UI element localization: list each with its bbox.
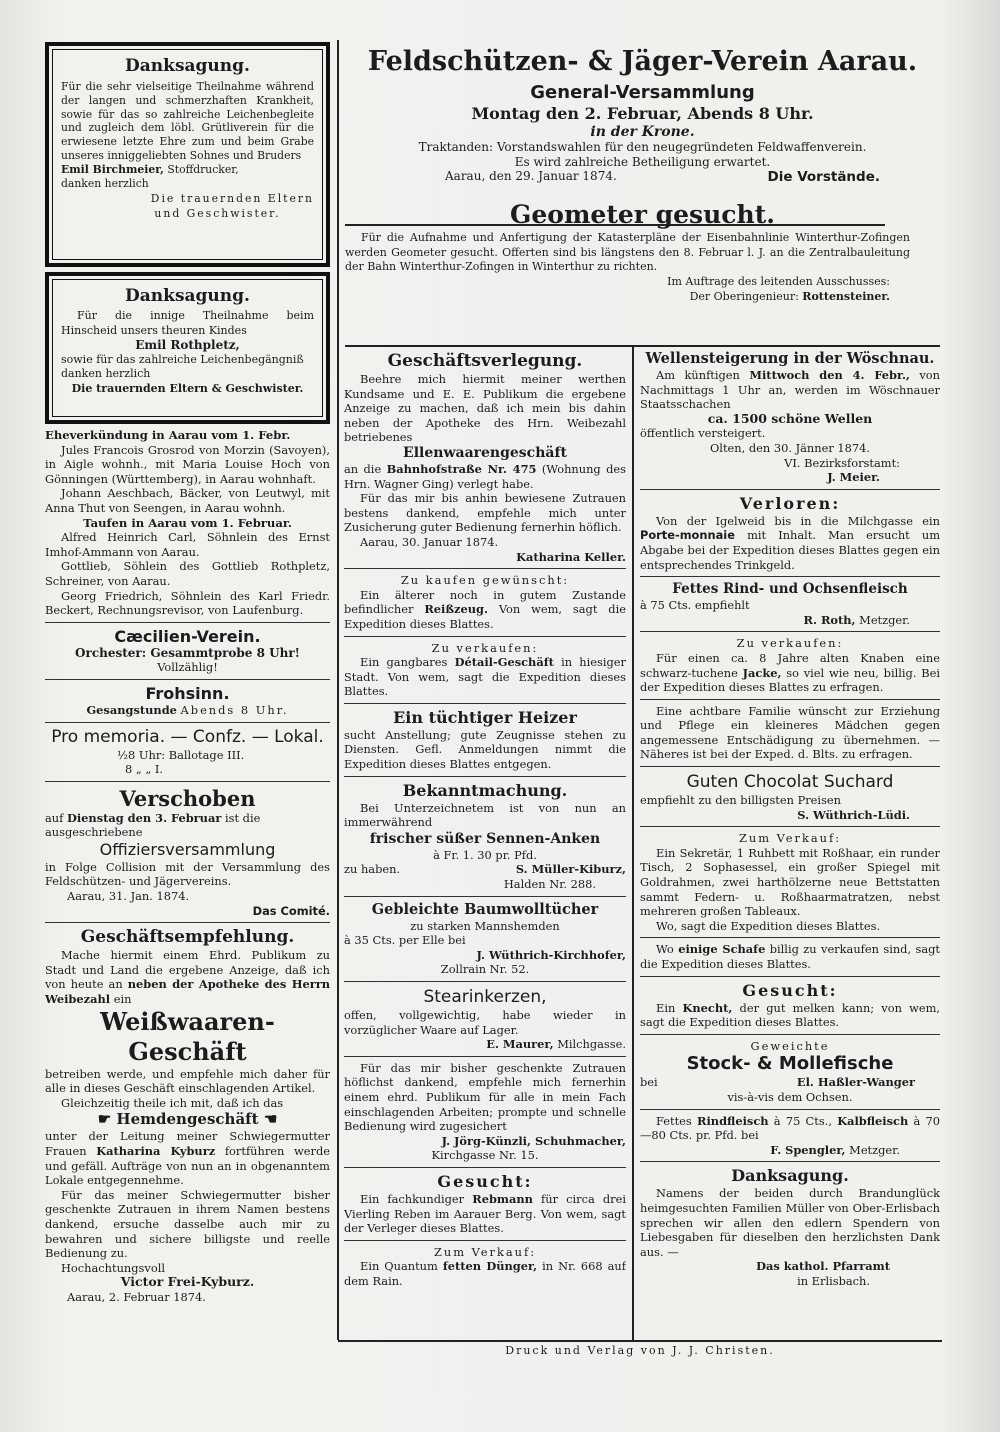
right-well-t1: Am künftigen <box>656 368 740 382</box>
divider <box>344 1240 626 1241</box>
right-rind-sign: F. Spengler, <box>770 1142 846 1157</box>
verein-title: Feldschützen- & Jäger-Verein Aarau. <box>367 46 918 77</box>
column-rule-left <box>337 40 339 1340</box>
empfehlung-t2: betreiben werde, und empfehle mich daher für alle in dieses Geschäft einschlagenden Artikel. <box>45 1066 330 1096</box>
right-stock-title: Stock- & Mollefische <box>686 1053 894 1075</box>
empfehlung-hemd: Hemdengeschäft <box>116 1110 259 1129</box>
right-well-b: Mittwoch den 4. Febr., <box>749 368 910 382</box>
empfehlung-section <box>45 927 330 1304</box>
right-well-sign-1: VI. Bezirksforstamt: <box>784 455 900 470</box>
verein-sub: General-Versammlung <box>530 82 755 103</box>
thanks1-sign1: Die trauernden Eltern <box>150 191 314 205</box>
right-rind-t3: à 70—80 Cts. pr. Pfd. bei <box>640 1113 940 1143</box>
right-rind-t1: Fettes <box>656 1113 692 1128</box>
divider <box>640 766 940 767</box>
mid-ges-t1: Ein fachkundiger <box>360 1191 465 1206</box>
right-stock-heading: Geweichte <box>750 1038 830 1053</box>
mid-verk-b: Détail-Geschäft <box>454 655 554 670</box>
mid-bek-a: zu haben. <box>344 862 401 877</box>
verein-when: Montag den 2. Februar, Abends 8 Uhr. <box>471 104 814 123</box>
mid-stear-title: Stearinkerzen, <box>423 987 547 1007</box>
imprint: Druck und Verlag von J. J. Christen. <box>505 1344 775 1357</box>
mid-bek-t: Bei Unterzeichnetem ist von nun an immerwährend <box>344 800 626 830</box>
pointing-hand-icon: ☛ <box>97 1110 112 1129</box>
mid-verl-t2b: Bahnhofstraße Nr. 475 <box>386 461 537 476</box>
verschoben-l1c: ist die ausgeschriebene <box>45 810 261 840</box>
verein-sign: Die Vorstände. <box>767 169 880 186</box>
right-schafe-t1: Wo <box>656 942 674 957</box>
left-column <box>45 42 330 1342</box>
right-choc-t: empfiehlt zu den billigsten Preisen <box>640 793 841 808</box>
caecilien-section <box>45 627 330 675</box>
column-rule-mid <box>632 345 634 1340</box>
frohsinn-title: Frohsinn. <box>145 683 230 703</box>
memoria-title: Pro memoria. — Confz. — Lokal. <box>51 726 324 747</box>
divider <box>640 826 940 827</box>
frohsinn-section <box>45 684 330 718</box>
divider <box>344 1056 626 1057</box>
empfehlung-t1b: neben der Apotheke des Herrn Weibezahl <box>45 977 330 1007</box>
marriage-entry-1: Jules Francois Grosrod von Morzin (Savoyen), in Aigle wohnh., mit Maria Louise Hoch von Gönningen (Württemberg), in Aarau wohnhaft. <box>45 442 330 486</box>
mid-heizer-t: sucht Anstellung; gute Zeugnisse stehen zu Diensten. Gefl. Anmeldungen nimmt die Expedition dieses Blattes entgegen. <box>344 727 626 772</box>
middle-column <box>344 350 626 1340</box>
right-dank-sign-2: in Erlisbach. <box>797 1273 870 1288</box>
mid-verl-t3: Für das mir bis anhin bewiesene Zutrauen bestens dankend, empfehle mich unter Zusicherung guter Bedienung fernerhin höflich. <box>344 491 626 535</box>
mid-bek-sign: S. Müller-Kiburz, <box>515 862 626 877</box>
divider <box>640 976 940 977</box>
thanks-box-2 <box>45 272 330 424</box>
divider <box>45 922 330 923</box>
marriage-title: Eheverkündung in Aarau vom 1. Febr. <box>45 428 291 442</box>
mid-verl-t2c: (Wohnung des Hrn. Wagner Ging) verlegt habe. <box>344 461 626 491</box>
right-choc-title: Guten Chocolat Suchard <box>686 772 894 793</box>
right-verl-b: Porte-monnaie <box>640 528 735 543</box>
right-well-t3: öffentlich versteigert. <box>640 426 766 441</box>
pointing-hand-icon: ☚ <box>263 1110 278 1129</box>
mid-kauf-t2: Von wem, sagt die Expedition dieses Blattes. <box>344 602 626 631</box>
mid-verl-title: Geschäftsverlegung. <box>387 351 583 371</box>
verschoben-l2: in Folge Collision mit der Versammlung des Feldschützen- und Jägervereins. <box>45 859 330 889</box>
thanks2-name: Emil Rothpletz, <box>135 338 240 353</box>
verein-date: Aarau, den 29. Januar 1874. <box>445 169 617 184</box>
right-well-date: Olten, den 30. Jänner 1874. <box>709 440 871 455</box>
right-zv-t2: Wo, sagt die Expedition dieses Blattes. <box>656 918 881 933</box>
right-verl-t1: Von der Igelweid bis in die Milchgasse ein <box>656 513 940 528</box>
right-fett-t: à 75 Cts. empfiehlt <box>640 598 750 613</box>
mid-ges-t2: für circa drei Vierling Reben im Aarauer Berg. Von wem, sagt der Verleger dieses Blattes. <box>344 1191 626 1236</box>
mid-baum-title: Gebleichte Baumwolltücher <box>371 900 599 918</box>
divider <box>640 489 940 490</box>
empfehlung-t1c: ein <box>113 992 132 1007</box>
right-well-sign-2: J. Meier. <box>827 470 880 485</box>
mid-kauf-t: Ein älterer noch in gutem Zustande befindlicher <box>344 587 626 617</box>
verein-line-1: Traktanden: Vorstandswahlen für den neugegründeten Feldwaffenverein. <box>418 140 867 154</box>
right-fett-title: Fettes Rind- und Ochsenfleisch <box>672 581 908 598</box>
empfehlung-t5: Für das meiner Schwiegermutter bisher geschenkte Zutrauen in ihrem Namen bestens dankend, ersuche dasselbe auch mir zu bewahren und sichere billigste und reelle Bedienung zu. <box>45 1187 330 1261</box>
mid-section-rule <box>345 345 940 347</box>
thanks2-title: Danksagung. <box>125 286 250 306</box>
right-rind-sign2: Metzger. <box>849 1142 900 1157</box>
verschoben-big: Offiziersversammlung <box>99 839 276 859</box>
right-well-title: Wellensteigerung in der Wöschnau. <box>645 350 935 367</box>
divider <box>45 722 330 723</box>
mid-ges-b: Rebmann <box>472 1191 533 1206</box>
thanks1-text: Für die sehr vielseitige Theilnahme während der langen und schmerzhaften Krankheit, sowie für das so zahlreiche Leichenbegleite und zugleich dem löbl. Grütliverein für die erwiesene letzte Ehre zum und beim Grabe unseres inniggeliebten Sohnes und Bruders <box>61 80 314 162</box>
thanks1-title: Danksagung. <box>125 56 250 76</box>
empfehlung-date: Aarau, 2. Februar 1874. <box>67 1289 206 1304</box>
mid-stear-sign2: Milchgasse. <box>557 1037 626 1052</box>
right-stock-addr: vis-à-vis dem Ochsen. <box>727 1089 853 1104</box>
empfehlung-t4: unter der Leitung meiner Schwiegermutter Frauen <box>45 1129 330 1158</box>
empfehlung-t1: Mache hiermit einem Ehrd. Publikum zu Stadt und Land die ergebene Anzeige, daß ich von heute an <box>45 948 330 992</box>
right-schafe-b: einige Schafe <box>678 942 766 957</box>
right-dank-title: Danksagung. <box>731 1166 849 1186</box>
right-verl-t2: mit Inhalt. Man ersucht um Abgabe bei der Expedition dieses Blattes gegen ein entsprechendes Trinkgeld. <box>640 528 940 572</box>
geometer-sign-2b: Rottensteiner. <box>802 289 890 303</box>
verschoben-title: Verschoben <box>119 785 256 811</box>
memoria-line-1: ½8 Uhr: Ballotage III. <box>117 747 245 762</box>
right-stock-bei: bei <box>640 1075 658 1090</box>
mid-baum-sign: J. Wüthrich-Kirchhofer, <box>476 947 626 962</box>
mid-stear2-sign: J. Jörg-Künzli, Schuhmacher, <box>441 1133 626 1148</box>
frohsinn-line-r: Abends 8 Uhr. <box>180 702 289 717</box>
thanks1-name: Emil Birchmeier, <box>61 162 164 176</box>
thanks1-name-rest: Stoffdrucker, <box>167 162 239 176</box>
baptism-title: Taufen in Aarau vom 1. Februar. <box>83 515 292 530</box>
memoria-section <box>45 727 330 777</box>
divider <box>640 699 940 700</box>
divider <box>344 896 626 897</box>
right-ges-t1: Ein <box>656 1000 676 1015</box>
divider <box>640 1034 940 1035</box>
geometer-sign-2a: Der Oberingenieur: <box>689 289 799 303</box>
right-rind-t2: à 75 Cts., <box>773 1113 832 1128</box>
mid-zv-b: fetten Dünger, <box>442 1259 538 1274</box>
baptism-entry-2: Gottlieb, Söhlein des Gottlieb Rothpletz, Schreiner, von Aarau. <box>45 559 330 588</box>
right-ges-title: Gesucht: <box>742 980 838 1000</box>
right-verk-t2: so viel wie neu, billig. Bei der Expedition dieses Blattes zu erfragen. <box>640 665 940 695</box>
divider <box>344 981 626 982</box>
thanks2-text2: sowie für das zahlreiche Leichenbegängniß danken herzlich <box>61 352 304 381</box>
divider <box>344 1167 626 1168</box>
thanks1-sign2: und Geschwister. <box>154 206 281 220</box>
empfehlung-t4c: fortführen werde und gefäll. Aufträge von nun an in obgenanntem Lokale entgegennehme. <box>45 1144 330 1188</box>
mid-heizer-title: Ein tüchtiger Heizer <box>393 707 577 727</box>
right-stock-sign: El. Haßler-Wanger <box>796 1075 915 1090</box>
thanks2-sign: Die trauernden Eltern & Geschwister. <box>71 381 304 395</box>
mid-stear2-addr: Kirchgasse Nr. 15. <box>431 1148 539 1163</box>
top-notice <box>345 45 940 345</box>
divider <box>344 568 626 569</box>
verein-line-2: Es wird zahlreiche Betheiligung erwartet. <box>514 154 771 169</box>
divider <box>45 679 330 680</box>
divider <box>344 776 626 777</box>
divider <box>344 703 626 704</box>
thanks-box-1 <box>45 42 330 267</box>
verschoben-sign: Das Comité. <box>252 903 330 918</box>
mid-bek-title: Bekanntmachung. <box>402 780 568 800</box>
divider <box>640 631 940 632</box>
mid-verl-date: Aarau, 30. Januar 1874. <box>360 534 499 549</box>
mid-zv-heading: Zum Verkauf: <box>433 1244 537 1259</box>
empfehlung-t6: Hochachtungsvoll <box>61 1260 165 1275</box>
right-verl-title: Verloren: <box>739 493 841 513</box>
mid-verl-t2a: an die <box>344 461 382 476</box>
mid-verl-shop: Ellenwaarengeschäft <box>403 444 567 461</box>
frohsinn-line-b: Gesangstunde <box>86 702 177 717</box>
caecilien-title: Cæcilien-Verein. <box>114 626 261 646</box>
mid-baum-t1: zu starken Mannshemden <box>410 918 560 933</box>
empfehlung-title: Geschäftsempfehlung. <box>80 927 295 948</box>
caecilien-sub: Vollzählig! <box>157 660 218 675</box>
verschoben-l1a: auf <box>45 810 64 825</box>
divider <box>45 781 330 782</box>
mid-bek-big: frischer süßer Sennen-Anken <box>369 830 601 847</box>
mid-baum-t2: à 35 Cts. per Elle bei <box>344 933 466 948</box>
geometer-title: Geometer gesucht. <box>510 200 775 230</box>
mid-bek-price: à Fr. 1. 30 pr. Pfd. <box>433 847 537 862</box>
divider <box>344 636 626 637</box>
right-well-big: ca. 1500 schöne Wellen <box>707 410 873 426</box>
divider <box>640 1109 940 1110</box>
mid-kauf-b: Reißzeug. <box>424 602 488 617</box>
divider <box>640 937 940 938</box>
right-ges-t2: der gut melken kann; von wem, sagt die Expedition dieses Blattes. <box>640 1000 940 1030</box>
right-schafe-t2: billig zu verkaufen sind, sagt die Expedition dieses Blattes. <box>640 942 940 971</box>
right-verk-t1: Für einen ca. 8 Jahre alten Knaben eine schwarz-tuchene <box>640 650 940 680</box>
empfehlung-sign: Victor Frei-Kyburz. <box>120 1274 255 1290</box>
empfehlung-t4b: Katharina Kyburz <box>96 1144 216 1158</box>
mid-verl-sign: Katharina Keller. <box>516 549 626 564</box>
marriage-entry-2: Johann Aeschbach, Bäcker, von Leutwyl, mit Anna Thut von Seengen, in Aarau wohnh. <box>45 486 330 515</box>
mid-verk-t2: in hiesiger Stadt. Von wem, sagt die Expedition dieses Blattes. <box>344 655 626 699</box>
caecilien-line: Orchester: Gesammtprobe 8 Uhr! <box>75 645 300 660</box>
mid-kauf-heading: Zu kaufen gewünscht: <box>400 573 570 588</box>
right-column <box>640 350 940 1340</box>
empfehlung-t3: Gleichzeitig theile ich mit, daß ich das <box>61 1095 284 1110</box>
right-fam-t: Eine achtbare Familie wünscht zur Erziehung und Pflege ein kleineres Mädchen gegen angemessene Entschädigung zu übernehmen. — Näheres ist bei der Exped. d. Blts. zu erfragen. <box>640 703 940 762</box>
right-verk-heading: Zu verkaufen: <box>736 636 844 651</box>
divider <box>45 622 330 623</box>
geometer-text: Für die Aufnahme und Anfertigung der Katasterpläne der Eisenbahnlinie Winterthur-Zofingen werden Geometer gesucht. Offerten sind bis längstens den 8. Februar l. J. an die Zentralbauleitung der Bahn Winterthur-Zofingen in Winterthur zu richten. <box>345 231 910 274</box>
mid-verk-heading: Zu verkaufen: <box>431 640 539 655</box>
mid-stear-sign: E. Maurer, <box>486 1037 554 1052</box>
right-rind-b2: Kalbfleisch <box>837 1113 909 1128</box>
divider <box>640 1161 940 1162</box>
mid-stear2-t: Für das mir bisher geschenkte Zutrauen höflichst dankend, empfehle mich fernerhin einem ehrd. Publikum für alle in mein Fach einschlagenden Arbeiten; prompte und schnelle Bedienung wird zugesichert <box>344 1060 626 1134</box>
right-dank-sign-1: Das kathol. Pfarramt <box>756 1259 890 1274</box>
baptism-entry-3: Georg Friedrich, Söhnlein des Karl Friedr. Beckert, Rechnungsrevisor, von Laufenburg. <box>45 588 330 618</box>
thanks1-tail: danken herzlich <box>61 177 149 191</box>
right-fett-sign: R. Roth, <box>803 612 856 627</box>
verschoben-l1b: Dienstag den 3. Februar <box>66 810 222 825</box>
mid-zv-t2: in Nr. 668 auf dem Rain. <box>344 1259 626 1288</box>
right-ges-b: Knecht, <box>682 1000 733 1015</box>
bottom-rule <box>338 1340 942 1342</box>
mid-verl-t1: Beehre mich hiermit meiner werthen Kundsame und E. E. Publikum die ergebene Anzeige zu machen, daß ich mein bis dahin neben der Apotheke des Hrn. Weibezahl betriebenes <box>344 372 626 445</box>
right-well-t2: von Nachmittags 1 Uhr an, werden im Wöschnauer Staatsschachen <box>640 368 940 412</box>
right-fett-sign2: Metzger. <box>859 612 910 627</box>
mid-stear-t: offen, vollgewichtig, habe wieder in vorzüglicher Waare auf Lager. <box>344 1008 626 1037</box>
geometer-sign-1: Im Auftrage des leitenden Ausschusses: <box>667 274 890 288</box>
right-rind-b1: Rindfleisch <box>697 1113 769 1128</box>
thanks2-text: Für die innige Theilnahme beim Hinscheid unsers theuren Kindes <box>61 309 314 337</box>
divider <box>640 576 940 577</box>
empfehlung-big: Weißwaaren-Geschäft <box>100 1006 275 1066</box>
mid-ges-title: Gesucht: <box>437 1171 533 1191</box>
verschoben-section <box>45 786 330 919</box>
baptism-entry-1: Alfred Heinrich Carl, Söhnlein des Ernst Imhof-Ammann von Aarau. <box>45 530 330 559</box>
right-zv-heading: Zum Verkauf: <box>738 831 842 846</box>
right-verk-b: Jacke, <box>742 665 782 680</box>
mid-baum-addr: Zollrain Nr. 52. <box>440 962 530 977</box>
right-zv-t: Ein Sekretär, 1 Ruhbett mit Roßhaar, ein runder Tisch, 2 Sophasessel, ein großer Spiegel mit Goldrahmen, zwei harthölzerne neue Bettstatten sammt Federn- u. Roßhaarmatratzen, nebst mehreren großen Tableaux. <box>640 845 940 919</box>
right-choc-sign: S. Wüthrich-Lüdi. <box>797 807 910 822</box>
memoria-line-2: 8 „ „ I. <box>125 762 164 777</box>
verschoben-date: Aarau, 31. Jan. 1874. <box>67 889 190 904</box>
marriage-section <box>45 428 330 618</box>
mid-zv-t1: Ein Quantum <box>360 1259 438 1274</box>
verein-where: in der Krone. <box>590 124 695 140</box>
mid-bek-addr: Halden Nr. 288. <box>503 877 596 892</box>
right-dank-t: Namens der beiden durch Brandunglück heimgesuchten Familien Müller von Ober-Erlisbach sprechen wir allen den edlern Spendern von Liebesgaben für dieselben den herzlichsten Dank aus. — <box>640 1186 940 1259</box>
mid-verk-t: Ein gangbares <box>360 655 448 670</box>
